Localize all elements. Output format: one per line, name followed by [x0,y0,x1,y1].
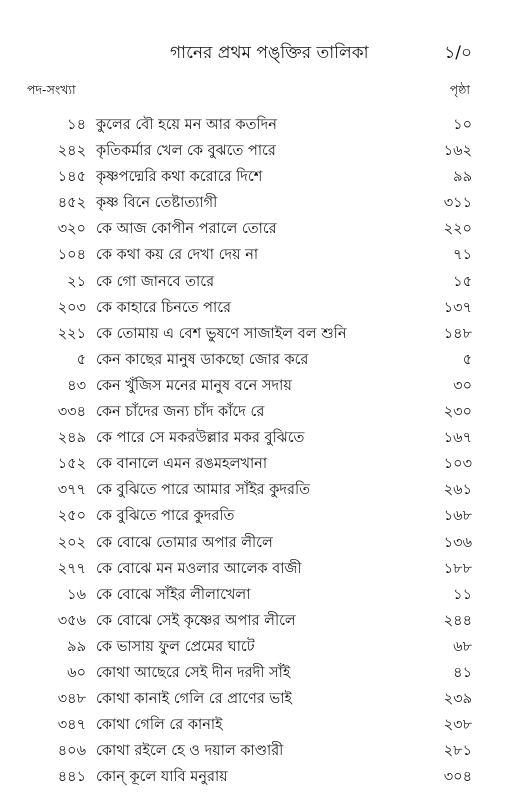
page-ref: ১৬৭ [443,430,472,447]
song-number: ৫ [76,351,86,368]
first-line: কে বুঝিতে পারে আমার সাঁইর কুদরতি [96,482,311,499]
index-row [0,190,508,216]
page-ref: ১০৩ [443,456,472,473]
page-ref: ৪১ [453,664,472,681]
first-line: কে বোঝে সাঁইর লীলাখেলা [96,586,251,603]
song-number: ৩২০ [57,221,86,238]
first-line: কে ভাসায় ফুল প্রেমের ঘাটে [96,638,255,655]
song-number: ৩৪৭ [57,717,86,734]
song-number: ২৪২ [57,143,86,160]
page-ref: ১১ [453,586,472,603]
song-number: ৬০ [67,664,86,681]
first-line: কে বোঝে সেই কৃষ্ণের অপার লীলে [96,612,296,629]
index-row [0,295,508,321]
song-number: ২২১ [57,325,86,342]
page-ref: ১৬৮ [443,508,472,525]
first-line: কে বুঝিতে পারে কুদরতি [96,508,235,525]
page-ref: ১৬২ [443,143,472,160]
first-line: কে কাহারে চিনতে পারে [96,299,232,316]
page-ref: ৩০ [453,377,472,394]
first-line: কে আজ কোপীন পরালে তোরে [96,221,277,238]
page-ref: ১৫ [453,273,472,290]
page-ref: ৩১১ [443,195,472,212]
page-ref: ৬৮ [453,638,472,655]
song-number: ৯৯ [67,638,86,655]
first-line: কে বানালে এমন রঙমহলখানা [96,456,268,473]
first-line: কোথা গেলি রে কানাই [96,717,223,734]
page-number: ১/০ [444,43,472,63]
page-ref: ২৩৯ [443,691,472,708]
index-row [0,556,508,582]
page-title: গানের প্রথম পঙ্‌ক্তির তালিকা [170,43,369,63]
song-number: ৪৩ [67,377,86,394]
song-number: ৪৪১ [57,769,86,786]
song-number: ১০৪ [57,247,86,264]
song-number: ২৪৯ [57,430,86,447]
page-ref: ৯৯ [453,169,472,186]
page-ref: ২২০ [443,221,472,238]
first-line: কে বোঝে মন মওলার আলেক বাজী [96,560,302,577]
index-row [0,764,508,790]
index-row [0,712,508,738]
index-row [0,321,508,347]
index-row [0,451,508,477]
index-row [0,634,508,660]
song-number: ২৫০ [57,508,86,525]
song-number: ২০২ [57,534,86,551]
index-row [0,686,508,712]
first-line: কোন্ কূলে যাবি মনুরায় [96,769,228,786]
song-number: ৩৩৪ [57,404,86,421]
song-number: ৩৪৮ [57,691,86,708]
song-number: ১৫২ [57,456,86,473]
first-line: কৃতিকর্মার খেল কে বুঝতে পারে [96,143,276,160]
index-row [0,530,508,556]
first-line: কৃষ্ণপদ্মেরি কথা করোরে দিশে [96,169,263,186]
first-line: কে তোমায় এ বেশ ভুষণে সাজাইল বল শুনি [96,325,347,342]
first-line: কোথা আছেরে সেই দীন দরদী সাঁই [96,664,291,681]
index-row [0,138,508,164]
index-row [0,399,508,425]
page-ref: ৩০৪ [443,769,472,786]
index-row [0,582,508,608]
page-ref: ৭১ [453,247,472,264]
first-line: কুলের বৌ হয়ে মন আর কতদিন [96,117,277,133]
index-row [0,503,508,529]
page-ref: ২৩০ [443,404,472,421]
page-ref: ৫ [462,351,472,368]
page-ref: ১০ [453,117,472,133]
index-row [0,347,508,373]
page-header [0,40,508,68]
index-row [0,373,508,399]
index-row [0,164,508,190]
song-number: ২৭৭ [57,560,86,577]
page-ref: ১৪৮ [443,325,472,342]
song-number: ২০৩ [57,299,86,316]
index-row [0,738,508,764]
song-number: ৪০৬ [57,743,86,760]
index-row [0,477,508,503]
first-line: কে পারে সে মকরউল্লার মকর বুঝিতে [96,430,305,447]
column-header-page: পৃষ্ঠা [449,82,470,97]
song-number: ৪৫২ [57,195,86,212]
page-ref: ২৪৪ [443,612,472,629]
page-ref: ১৩৬ [443,534,472,551]
song-number: ২১ [67,273,86,290]
first-line: কোথা রইলে হে ও দয়াল কাণ্ডারী [96,743,284,760]
index-row [0,216,508,242]
page-ref: ২৩৮ [443,717,472,734]
index-row [0,425,508,451]
page-ref: ২৬১ [443,482,472,499]
column-headers [0,82,508,102]
song-number: ১৪ [67,117,86,133]
column-header-song-number: পদ-সংখ্যা [27,82,76,97]
page-ref: ১৮৮ [443,560,472,577]
first-line: কে বোঝে তোমার অপার লীলে [96,534,273,551]
index-row [0,242,508,268]
first-line: কে গো জানবে তারে [96,273,215,290]
index-row [0,269,508,295]
index-row [0,608,508,634]
index-list [0,112,508,790]
page-ref: ২৮১ [443,743,472,760]
first-line: কে কথা কয় রে দেখা দেয় না [96,247,259,264]
song-number: ১৬ [67,586,86,603]
song-number: ৩৫৬ [57,612,86,629]
first-line: কেন খুঁজিস মনের মানুষ বনে সদায় [96,377,292,394]
first-line: কৃষ্ণ বিনে তেষ্টাত্যাগী [96,195,218,212]
index-row [0,660,508,686]
index-row [0,112,508,138]
first-line: কোথা কানাই গেলি রে প্রাণের ভাই [96,691,292,708]
song-number: ৩৭৭ [57,482,86,499]
song-number: ১৪৫ [57,169,86,186]
first-line: কেন চাঁদের জন্য চাঁদ কাঁদে রে [96,404,265,421]
page-ref: ১৩৭ [443,299,472,316]
first-line: কেন কাছের মানুষ ডাকছো জোর করে [96,351,309,368]
